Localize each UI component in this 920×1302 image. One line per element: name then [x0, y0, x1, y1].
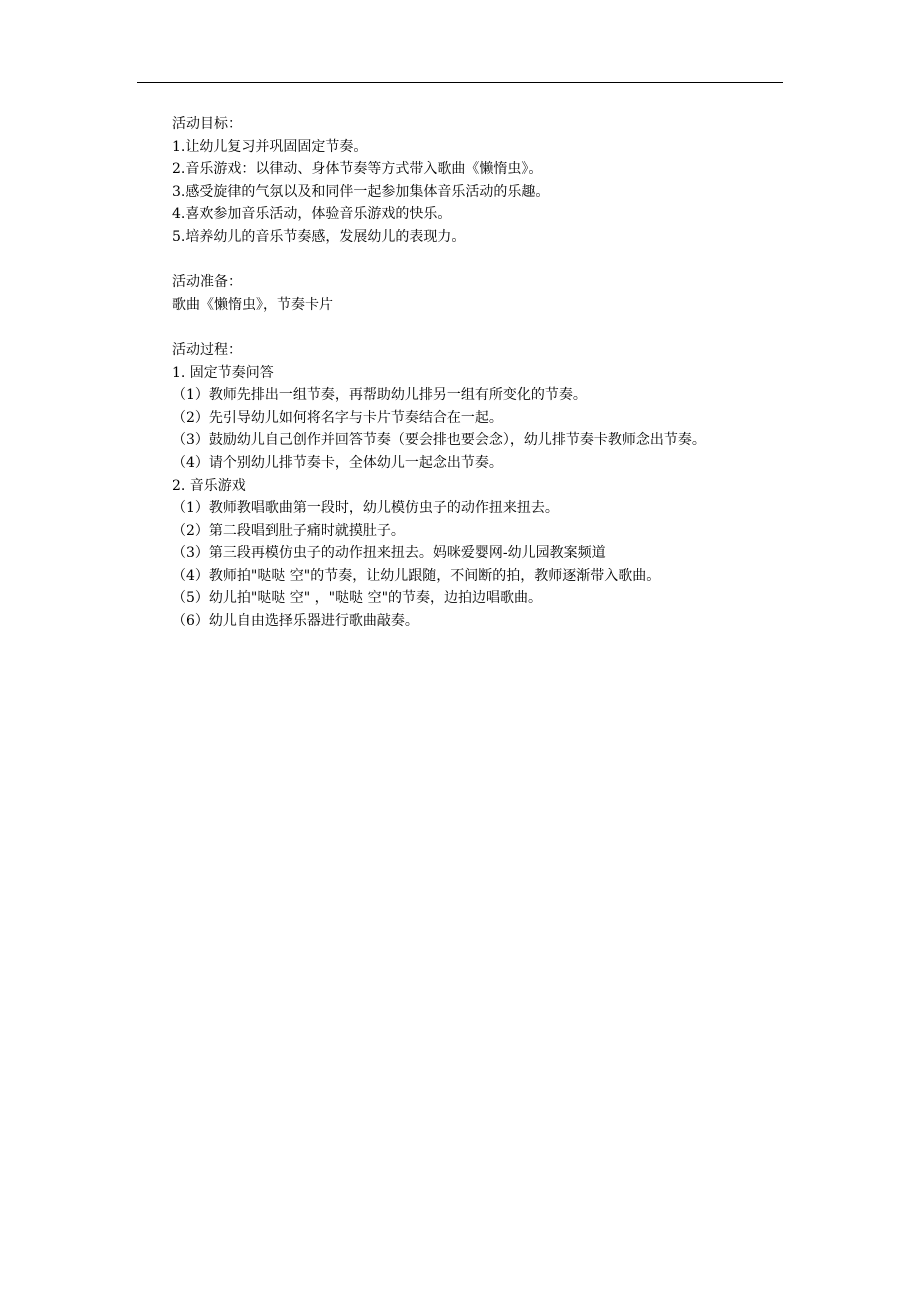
process-section [172, 339, 832, 633]
process-heading: 活动过程： [172, 341, 242, 358]
process-step: （4）教师拍"哒哒 空"的节奏，让幼儿跟随，不间断的拍，教师逐渐带入歌曲。 [172, 567, 661, 584]
process-step: （1）教师教唱歌曲第一段时，幼儿模仿虫子的动作扭来扭去。 [172, 500, 559, 517]
goal-item: 2.音乐游戏：以律动、身体节奏等方式带入歌曲《懒惰虫》。 [172, 161, 543, 178]
process-step: （6）幼儿自由选择乐器进行歌曲敲奏。 [172, 613, 419, 630]
section-spacer [172, 249, 832, 272]
goal-item: 1.让幼儿复习并巩固固定节奏。 [172, 138, 368, 155]
goal-item: 4.喜欢参加音乐活动，体验音乐游戏的快乐。 [172, 206, 452, 223]
process-part1-title: 1. 固定节奏问答 [172, 364, 274, 381]
process-part2-title: 2. 音乐游戏 [172, 477, 246, 494]
goals-heading: 活动目标： [172, 116, 242, 132]
process-step: （3）鼓励幼儿自己创作并回答节奏（要会排也要会念），幼儿排节奏卡教师念出节奏。 [172, 432, 706, 449]
section-spacer [172, 316, 832, 339]
process-step: （5）幼儿拍"哒哒 空" ，"哒哒 空"的节奏，边拍边唱歌曲。 [172, 590, 543, 607]
process-step: （2）第二段唱到肚子痛时就摸肚子。 [172, 522, 405, 539]
process-step: （4）请个别幼儿排节奏卡，全体幼儿一起念出节奏。 [172, 454, 503, 471]
goal-item: 3.感受旋律的气氛以及和同伴一起参加集体音乐活动的乐趣。 [172, 183, 550, 200]
header-rule [137, 82, 783, 83]
process-step: （1）教师先排出一组节奏，再帮助幼儿排另一组有所变化的节奏。 [172, 387, 587, 404]
preparation-heading: 活动准备： [172, 274, 242, 291]
process-step: （3）第三段再模仿虫子的动作扭来扭去。妈咪爱婴网-幼儿园教案频道 [172, 545, 606, 562]
preparation-item: 歌曲《懒惰虫》，节奏卡片 [172, 296, 333, 313]
goals-section [172, 113, 832, 249]
preparation-section [172, 271, 832, 316]
document-body [172, 113, 832, 633]
process-step: （2）先引导幼儿如何将名字与卡片节奏结合在一起。 [172, 409, 503, 426]
goal-item: 5.培养幼儿的音乐节奏感，发展幼儿的表现力。 [172, 228, 466, 245]
